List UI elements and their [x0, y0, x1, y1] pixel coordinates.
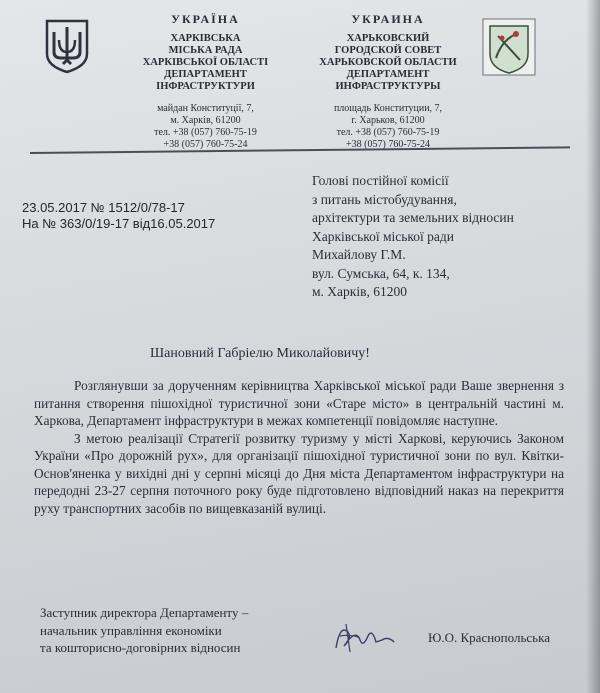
addressee-line: м. Харків, 61200	[312, 284, 407, 299]
letterhead-org-line: МІСЬКА РАДА	[168, 45, 243, 56]
position-line: та кошторисно-договірних відносин	[40, 640, 241, 655]
letterhead-phone-line: +38 (057) 760-75-24	[346, 139, 430, 150]
addressee-line: Михайлову Г.М.	[312, 247, 406, 262]
letterhead-org-line: ХАРКІВСЬКОЇ ОБЛАСТІ	[142, 57, 269, 68]
letterhead-divider	[30, 146, 570, 154]
salutation: Шановний Габріелю Миколайовичу!	[150, 346, 370, 361]
letterhead-phone-line: тел. +38 (057) 760-75-19	[154, 127, 257, 138]
letterhead-org-line: ГОРОДСКОЙ СОВЕТ	[334, 45, 442, 56]
letterhead-org-line: ДЕПАРТАМЕНТ	[164, 69, 247, 80]
letterhead-org-line: ДЕПАРТАМЕНТ	[346, 69, 430, 80]
trident-emblem-icon	[42, 18, 92, 74]
letterhead-address-line: майдан Конституції, 7,	[157, 103, 254, 114]
body-paragraph: З метою реалізації Стратегії розвитку туризму у місті Харкові, керуючись Законом України «Про дорожній рух», для організації пішохідної туристичної зони по вул. Квітки-Основ'яненка у вихідні дні у серпні місяці до Дня міста Департаментом інфраструктури на передодні 23-27 серпня поточного року буде підготовлено відповідний наказ на перекриття руху транспортних засобів по вищевказаній вулиці.	[34, 430, 564, 516]
reply-reference: На № 363/0/19-17 від16.05.2017	[22, 216, 216, 231]
letterhead-phone-line: тел. +38 (057) 760-75-19	[336, 127, 440, 138]
position-line: Заступник директора Департаменту –	[40, 605, 249, 620]
signatory-position	[40, 604, 248, 657]
addressee-line: Харківської міської ради	[312, 228, 455, 244]
signatory-name: Ю.О. Краснопольська	[428, 630, 550, 645]
outgoing-number: 23.05.2017 № 1512/0/78-17	[22, 200, 185, 215]
letterhead-russian	[306, 12, 470, 151]
letterhead-org-line: ІНФРАСТРУКТУРИ	[156, 81, 255, 92]
letterhead-org-line: ИНФРАСТРУКТУРЫ	[335, 81, 441, 92]
letterhead-address-line: площадь Конституции, 7,	[333, 103, 443, 114]
letterhead-org-line: ХАРЬКОВСКОЙ ОБЛАСТИ	[319, 57, 457, 68]
addressee-line: з питань містобудування,	[312, 191, 457, 207]
letterhead-address-line: г. Харьков, 61200	[351, 115, 425, 126]
addressee-line: вул. Сумська, 64, к. 134,	[312, 265, 450, 281]
addressee-line: Голові постійної комісії	[312, 173, 449, 188]
letterhead-phone-line: +38 (057) 760-75-24	[163, 139, 248, 150]
letterhead-country: УКРАЇНА	[171, 12, 240, 26]
letterhead-org-line: ХАРКІВСЬКА	[170, 33, 241, 44]
page-edge-shadow	[586, 0, 600, 693]
letterhead-address-line: м. Харків, 61200	[170, 115, 241, 126]
letterhead-org-line: ХАРЬКОВСКИЙ	[346, 33, 430, 44]
position-line: начальник управління економіки	[40, 622, 222, 638]
letter-body	[34, 377, 564, 517]
letterhead-ukrainian	[118, 12, 293, 151]
body-paragraph: Розглянувши за дорученням керівництва Харківської міської ради Ваше звернення з питання створення пішохідної туристичної зони «Старе місто» в центральній частині м. Харкова, Департамент інфраструктури в межах компетенції повідомляє наступне.	[34, 378, 564, 428]
letterhead-country: УКРАИНА	[351, 12, 425, 26]
city-coat-of-arms-icon	[482, 18, 536, 76]
addressee-block	[312, 172, 582, 302]
addressee-line: архітектури та земельних відносин	[312, 210, 514, 225]
registration-block	[22, 200, 215, 232]
handwritten-signature	[330, 618, 400, 658]
